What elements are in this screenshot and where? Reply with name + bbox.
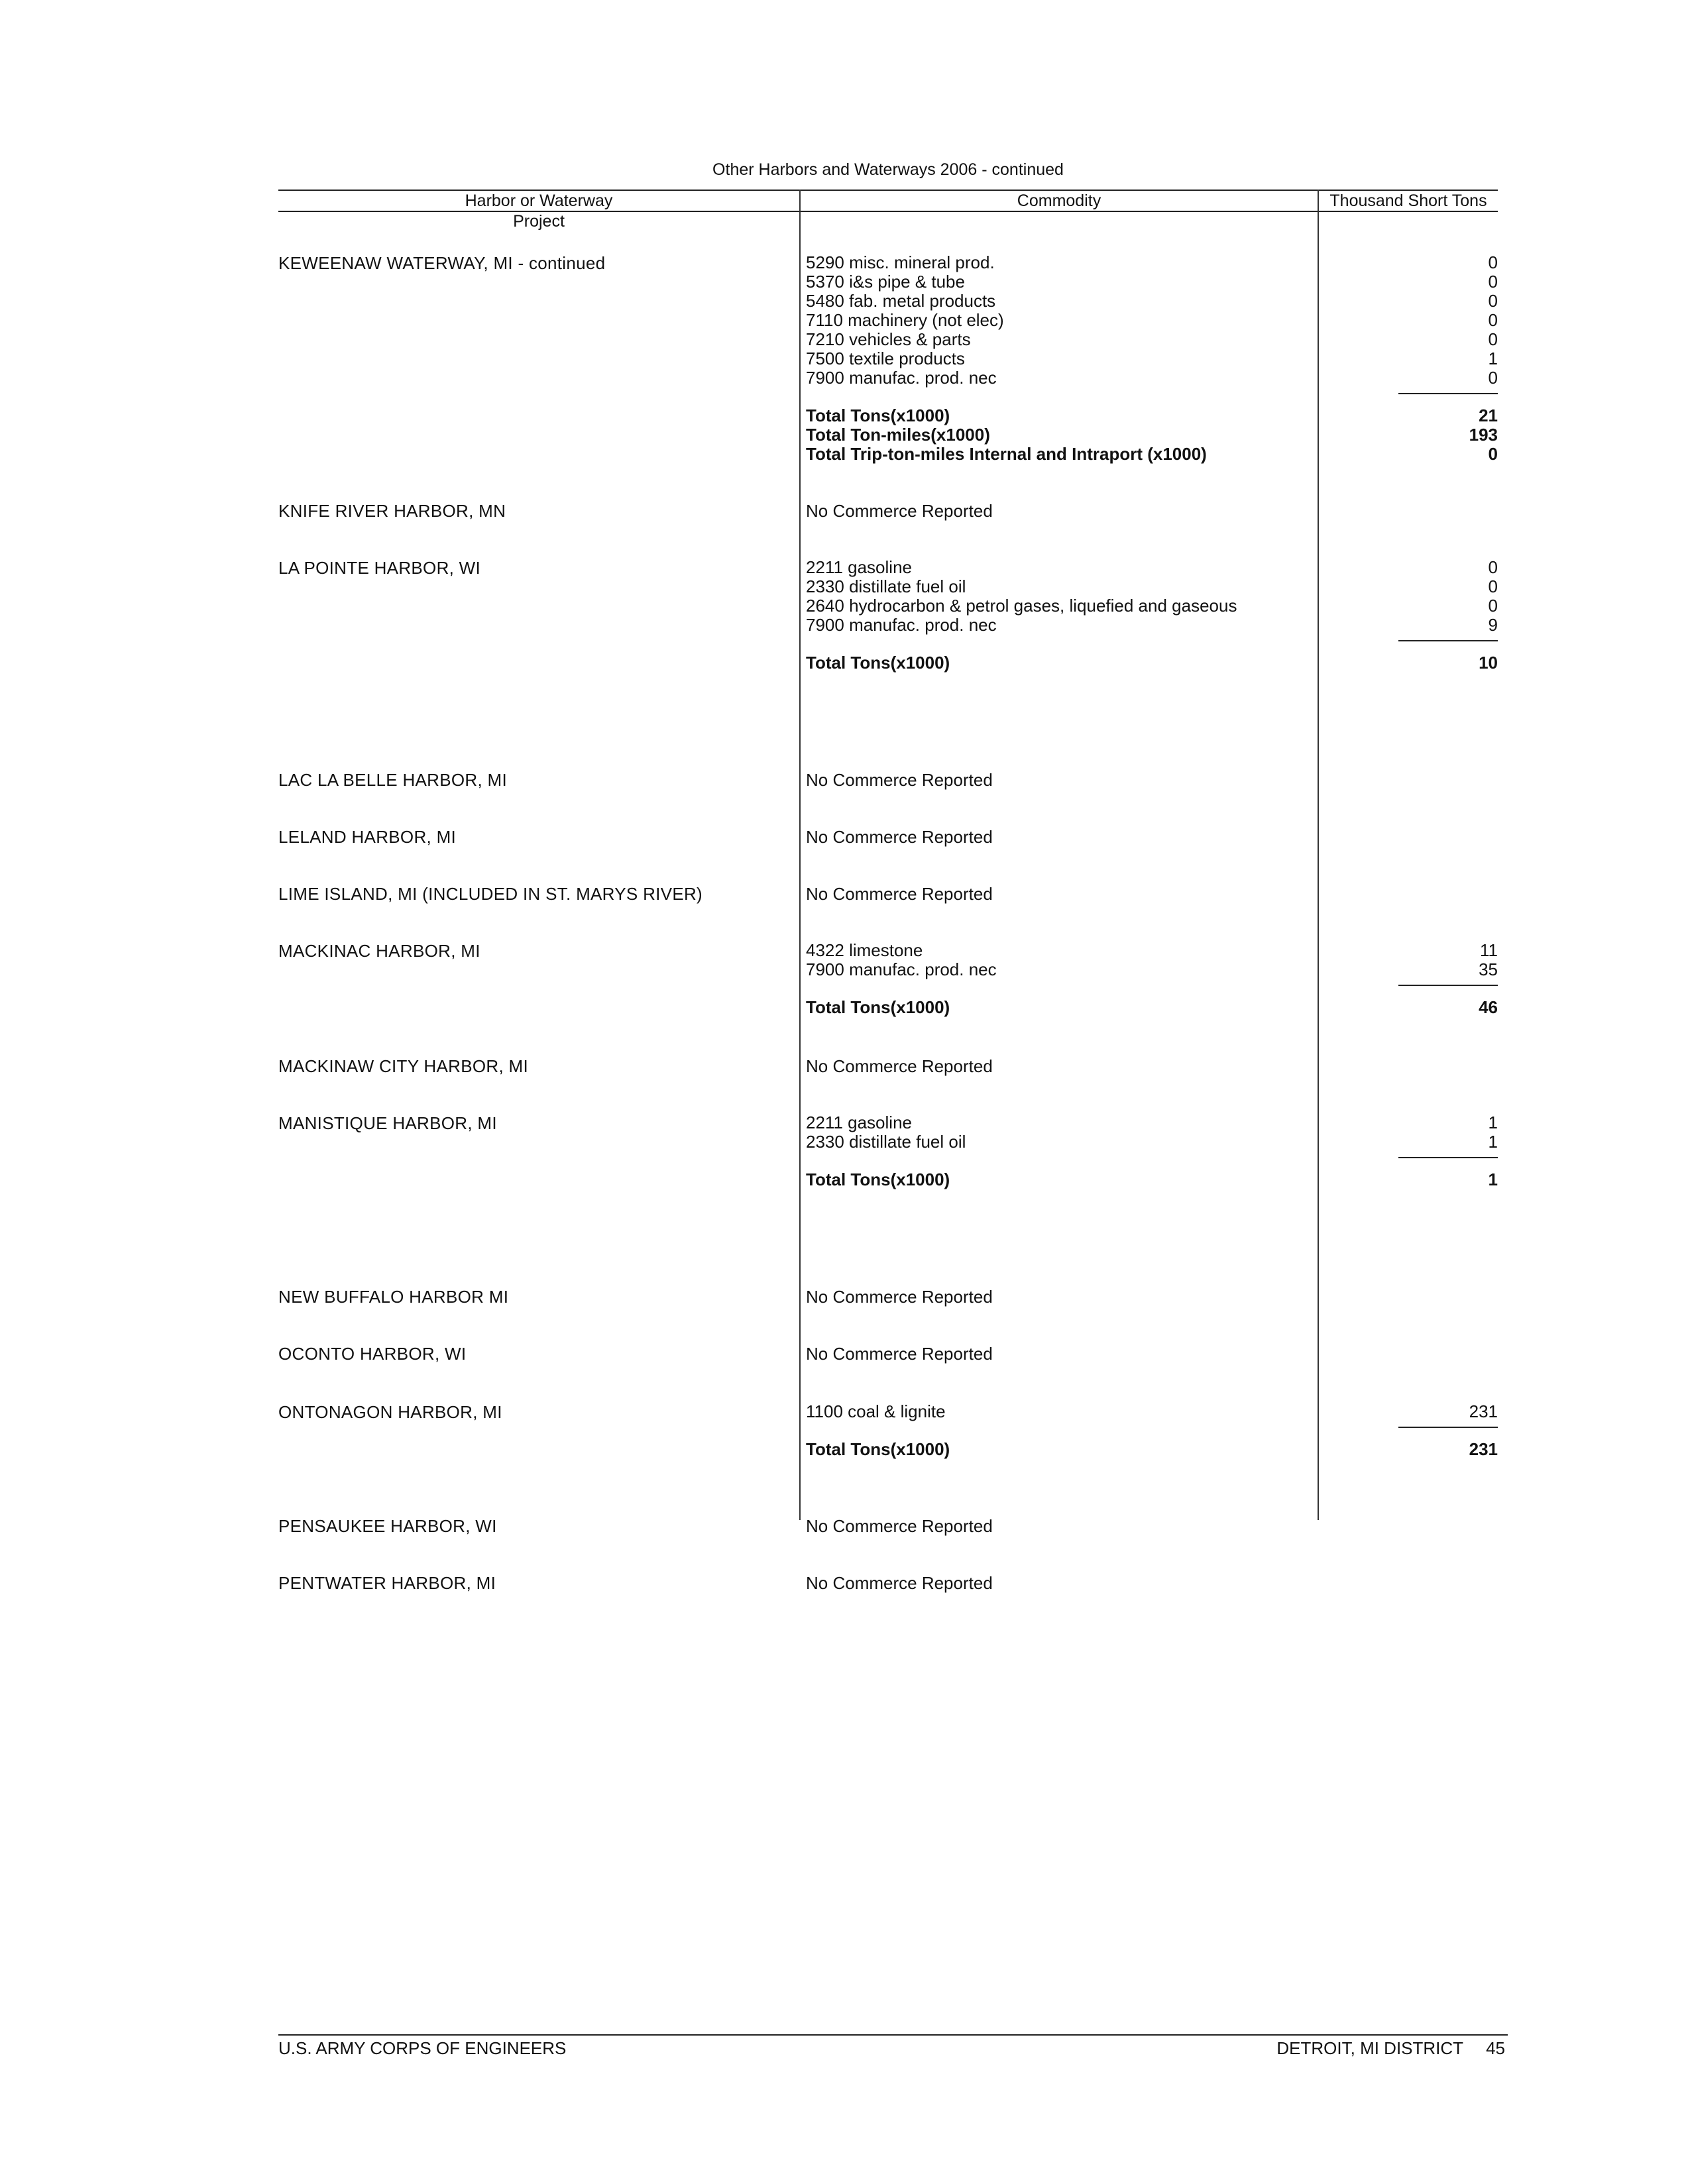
commodity-cell: 7210 vehicles & parts [806,329,971,349]
commodity-cell: 5370 i&s pipe & tube [806,272,965,292]
table-row [806,596,1498,616]
header-harbor [278,191,799,231]
tons-cell: 0 [1488,557,1498,577]
table-row [806,368,1498,388]
commodity-cell: 2211 gasoline [806,1113,912,1132]
tons-cell: 0 [1488,272,1498,292]
commodity-rows [806,558,1498,673]
table-row [806,941,1498,960]
no-commerce-note: No Commerce Reported [806,770,993,790]
commodity-cell: 1100 coal & lignite [806,1401,946,1421]
header-rule-commodity [801,211,1318,212]
total-row [806,425,1498,445]
footer-district [1276,2038,1505,2059]
no-commerce-note: No Commerce Reported [806,884,993,904]
commodity-cell: 7900 manufac. prod. nec [806,959,997,979]
header-harbor-sub: Project [513,212,565,231]
table-row [806,558,1498,577]
total-value: 1 [1488,1170,1498,1189]
harbor-name: MANISTIQUE HARBOR, MI [278,1113,497,1133]
tons-cell: 0 [1488,329,1498,349]
footer-rule [278,2034,1508,2036]
total-value: 46 [1479,997,1498,1017]
tons-cell: 1 [1488,349,1498,368]
no-commerce-note: No Commerce Reported [806,827,993,847]
harbor-name: LA POINTE HARBOR, WI [278,558,481,578]
sum-rule [1398,393,1498,394]
page-title: Other Harbors and Waterways 2006 - continued [712,160,1064,179]
total-label: Total Tons(x1000) [806,1439,950,1459]
harbor-name: PENSAUKEE HARBOR, WI [278,1516,497,1536]
harbor-name: LELAND HARBOR, MI [278,827,457,847]
harbor-name: MACKINAW CITY HARBOR, MI [278,1056,529,1076]
commodity-rows [806,253,1498,464]
harbor-name: LAC LA BELLE HARBOR, MI [278,770,508,790]
tons-cell: 0 [1488,291,1498,311]
total-label: Total Tons(x1000) [806,653,950,673]
harbor-name: OCONTO HARBOR, WI [278,1344,467,1364]
table-row [806,960,1498,979]
harbor-name: NEW BUFFALO HARBOR MI [278,1287,509,1307]
harbor-name: KNIFE RIVER HARBOR, MN [278,501,506,521]
tons-cell: 0 [1488,252,1498,272]
sum-rule [1398,640,1498,641]
total-value: 21 [1479,406,1498,425]
tons-cell: 0 [1488,596,1498,616]
sum-rule [1398,1157,1498,1158]
commodity-cell: 7110 machinery (not elec) [806,310,1004,330]
header-rule-tons [1319,211,1498,212]
tons-cell: 11 [1480,940,1498,960]
tons-cell: 9 [1488,615,1498,635]
total-row [806,406,1498,425]
total-row [806,445,1498,464]
commodity-cell: 5480 fab. metal products [806,291,996,311]
table-row [806,292,1498,311]
commodity-rows [806,1402,1498,1459]
table-row [806,330,1498,349]
commodity-cell: 2640 hydrocarbon & petrol gases, liquefied and gaseous [806,596,1237,616]
harbor-name: KEWEENAW WATERWAY, MI - continued [278,253,606,273]
table-row [806,253,1498,272]
total-value: 10 [1479,653,1498,673]
harbor-name: PENTWATER HARBOR, MI [278,1573,496,1593]
table-row [806,616,1498,635]
total-label: Total Tons(x1000) [806,1170,950,1189]
total-value: 231 [1469,1439,1498,1459]
total-value: 0 [1488,444,1498,464]
table-row [806,1132,1498,1152]
header-commodity: Commodity [1017,191,1101,210]
commodity-cell: 7900 manufac. prod. nec [806,615,997,635]
commodity-cell: 2330 distillate fuel oil [806,576,966,596]
sum-rule [1398,985,1498,986]
table-row [806,1113,1498,1132]
total-row [806,653,1498,673]
tons-cell: 35 [1479,959,1498,979]
table-row [806,1402,1498,1421]
harbor-name: MACKINAC HARBOR, MI [278,941,480,961]
tons-cell: 0 [1488,368,1498,388]
commodity-cell: 2330 distillate fuel oil [806,1132,966,1152]
table-row [806,311,1498,330]
no-commerce-note: No Commerce Reported [806,1516,993,1536]
no-commerce-note: No Commerce Reported [806,1287,993,1307]
no-commerce-note: No Commerce Reported [806,1573,993,1593]
harbor-name: LIME ISLAND, MI (INCLUDED IN ST. MARYS RIVER) [278,884,703,904]
total-label: Total Tons(x1000) [806,997,950,1017]
no-commerce-note: No Commerce Reported [806,1056,993,1076]
total-value: 193 [1469,425,1498,445]
page-number: 45 [1486,2038,1505,2058]
total-label: Total Trip-ton-miles Internal and Intraport (x1000) [806,444,1207,464]
commodity-cell: 5290 misc. mineral prod. [806,252,995,272]
header-tons: Thousand Short Tons [1329,191,1487,210]
tons-cell: 0 [1488,576,1498,596]
header-rule-top [278,190,1498,191]
total-row [806,998,1498,1017]
table-row [806,577,1498,596]
commodity-cell: 7500 textile products [806,349,965,368]
no-commerce-note: No Commerce Reported [806,501,993,521]
column-divider-commodity [799,190,801,1520]
total-row [806,1440,1498,1459]
commodity-cell: 4322 limestone [806,940,923,960]
commodity-rows [806,941,1498,1017]
no-commerce-note: No Commerce Reported [806,1344,993,1364]
total-row [806,1170,1498,1189]
commodity-cell: 2211 gasoline [806,557,912,577]
footer-district-label: DETROIT, MI DISTRICT [1276,2038,1464,2058]
total-label: Total Tons(x1000) [806,406,950,425]
table-row [806,272,1498,292]
commodity-cell: 7900 manufac. prod. nec [806,368,997,388]
tons-cell: 1 [1488,1132,1498,1152]
header-harbor-label: Harbor or Waterway [465,191,613,210]
tons-cell: 1 [1488,1113,1498,1132]
total-label: Total Ton-miles(x1000) [806,425,990,445]
table-row [806,349,1498,368]
sum-rule [1398,1427,1498,1428]
footer-agency: U.S. ARMY CORPS OF ENGINEERS [278,2038,567,2058]
commodity-rows [806,1113,1498,1189]
tons-cell: 231 [1469,1401,1498,1421]
tons-cell: 0 [1488,310,1498,330]
harbor-name: ONTONAGON HARBOR, MI [278,1402,502,1422]
